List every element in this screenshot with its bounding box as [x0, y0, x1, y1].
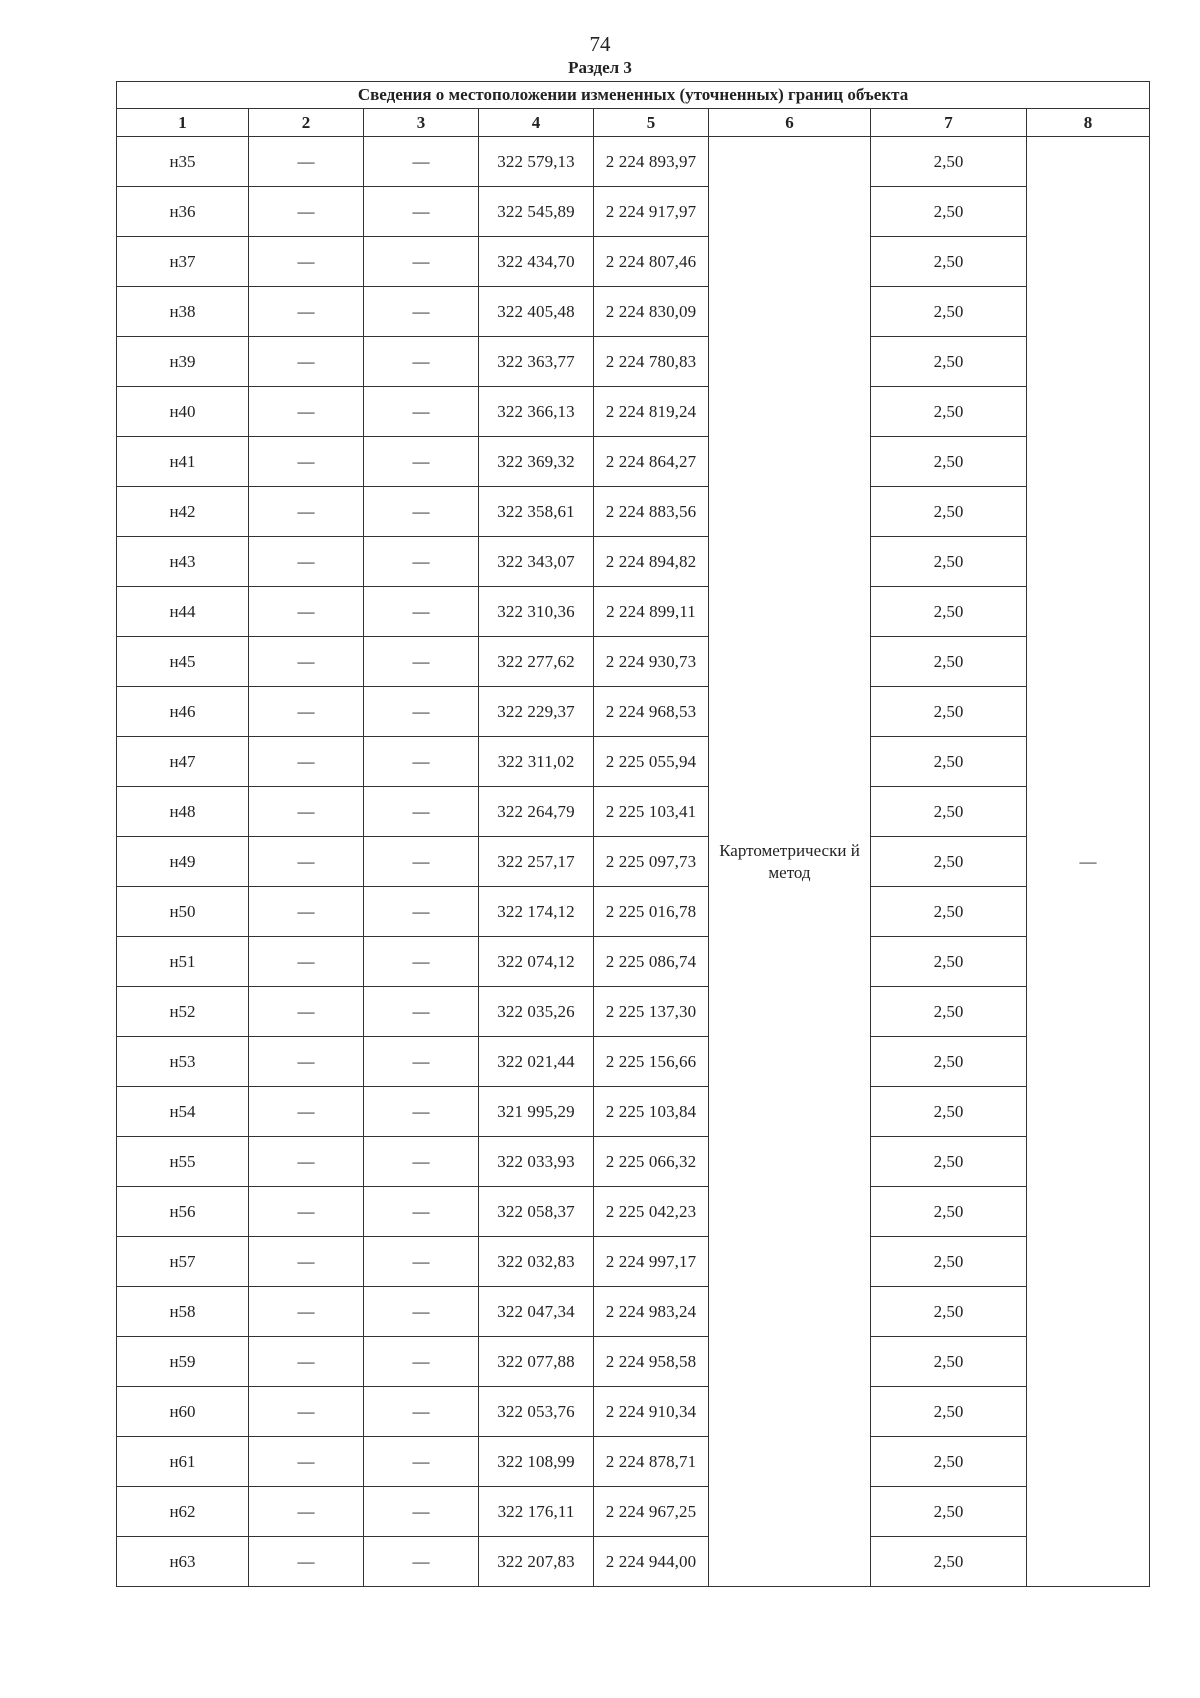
y-coordinate-cell: 2 224 944,00: [594, 1537, 709, 1587]
column-3-cell: —: [364, 137, 479, 187]
point-number-cell: н50: [117, 887, 249, 937]
column-2-cell: —: [249, 387, 364, 437]
table-row: [117, 837, 1150, 887]
x-coordinate-cell: 322 074,12: [479, 937, 594, 987]
column-2-cell: —: [249, 787, 364, 837]
point-number-cell: н42: [117, 487, 249, 537]
point-number-cell: н62: [117, 1487, 249, 1537]
column-3-cell: —: [364, 787, 479, 837]
point-number-cell: н60: [117, 1387, 249, 1437]
point-number-cell: н61: [117, 1437, 249, 1487]
column-2-cell: —: [249, 1087, 364, 1137]
x-coordinate-cell: 322 366,13: [479, 387, 594, 437]
point-number-cell: н47: [117, 737, 249, 787]
table-row: [117, 1137, 1150, 1187]
page-number: 74: [589, 32, 611, 56]
column-3-cell: —: [364, 1437, 479, 1487]
point-number-cell: н39: [117, 337, 249, 387]
y-coordinate-cell: 2 225 103,84: [594, 1087, 709, 1137]
y-coordinate-cell: 2 225 103,41: [594, 787, 709, 837]
x-coordinate-cell: 322 058,37: [479, 1187, 594, 1237]
table-row: [117, 237, 1150, 287]
table-row: [117, 387, 1150, 437]
point-number-cell: н44: [117, 587, 249, 637]
x-coordinate-cell: 322 358,61: [479, 487, 594, 537]
x-coordinate-cell: 322 047,34: [479, 1287, 594, 1337]
column-2-cell: —: [249, 537, 364, 587]
accuracy-cell: 2,50: [871, 137, 1027, 187]
column-header-2: 2: [249, 109, 364, 137]
accuracy-cell: 2,50: [871, 437, 1027, 487]
y-coordinate-cell: 2 224 917,97: [594, 187, 709, 237]
x-coordinate-cell: 322 264,79: [479, 787, 594, 837]
y-coordinate-cell: 2 225 097,73: [594, 837, 709, 887]
table-row: [117, 637, 1150, 687]
accuracy-cell: 2,50: [871, 1337, 1027, 1387]
table-row: [117, 1537, 1150, 1587]
x-coordinate-cell: 322 311,02: [479, 737, 594, 787]
x-coordinate-cell: 322 434,70: [479, 237, 594, 287]
y-coordinate-cell: 2 225 137,30: [594, 987, 709, 1037]
y-coordinate-cell: 2 224 883,56: [594, 487, 709, 537]
column-2-cell: —: [249, 487, 364, 537]
y-coordinate-cell: 2 225 156,66: [594, 1037, 709, 1087]
accuracy-cell: 2,50: [871, 637, 1027, 687]
y-coordinate-cell: 2 224 968,53: [594, 687, 709, 737]
x-coordinate-cell: 322 021,44: [479, 1037, 594, 1087]
y-coordinate-cell: 2 224 899,11: [594, 587, 709, 637]
column-3-cell: —: [364, 1037, 479, 1087]
column-3-cell: —: [364, 487, 479, 537]
x-coordinate-cell: 322 405,48: [479, 287, 594, 337]
y-coordinate-cell: 2 224 997,17: [594, 1237, 709, 1287]
accuracy-cell: 2,50: [871, 787, 1027, 837]
method-cell: Картометрически й метод: [709, 137, 871, 1587]
column-3-cell: —: [364, 537, 479, 587]
column-2-cell: —: [249, 1037, 364, 1087]
y-coordinate-cell: 2 224 983,24: [594, 1287, 709, 1337]
point-number-cell: н53: [117, 1037, 249, 1087]
y-coordinate-cell: 2 224 830,09: [594, 287, 709, 337]
y-coordinate-cell: 2 225 086,74: [594, 937, 709, 987]
x-coordinate-cell: 322 053,76: [479, 1387, 594, 1437]
accuracy-cell: 2,50: [871, 1087, 1027, 1137]
point-number-cell: н48: [117, 787, 249, 837]
point-number-cell: н57: [117, 1237, 249, 1287]
point-number-cell: н54: [117, 1087, 249, 1137]
column-header-row: [117, 109, 1150, 137]
x-coordinate-cell: 322 176,11: [479, 1487, 594, 1537]
y-coordinate-cell: 2 225 055,94: [594, 737, 709, 787]
y-coordinate-cell: 2 224 967,25: [594, 1487, 709, 1537]
table-row: [117, 1237, 1150, 1287]
x-coordinate-cell: 322 033,93: [479, 1137, 594, 1187]
x-coordinate-cell: 322 257,17: [479, 837, 594, 887]
column-2-cell: —: [249, 1487, 364, 1537]
column-3-cell: —: [364, 1537, 479, 1587]
accuracy-cell: 2,50: [871, 287, 1027, 337]
point-number-cell: н36: [117, 187, 249, 237]
column-3-cell: —: [364, 737, 479, 787]
column-3-cell: —: [364, 387, 479, 437]
column-2-cell: —: [249, 1137, 364, 1187]
column-header-3: 3: [364, 109, 479, 137]
table-row: [117, 1487, 1150, 1537]
y-coordinate-cell: 2 224 819,24: [594, 387, 709, 437]
y-coordinate-cell: 2 224 930,73: [594, 637, 709, 687]
accuracy-cell: 2,50: [871, 837, 1027, 887]
boundary-coordinates-table: [116, 81, 1150, 1587]
column-2-cell: —: [249, 187, 364, 237]
x-coordinate-cell: 321 995,29: [479, 1087, 594, 1137]
point-number-cell: н49: [117, 837, 249, 887]
column-2-cell: —: [249, 287, 364, 337]
x-coordinate-cell: 322 174,12: [479, 887, 594, 937]
column-3-cell: —: [364, 1087, 479, 1137]
x-coordinate-cell: 322 363,77: [479, 337, 594, 387]
point-number-cell: н55: [117, 1137, 249, 1187]
column-header-7: 7: [871, 109, 1027, 137]
column-3-cell: —: [364, 1237, 479, 1287]
column-3-cell: —: [364, 937, 479, 987]
point-number-cell: н46: [117, 687, 249, 737]
column-2-cell: —: [249, 1187, 364, 1237]
accuracy-cell: 2,50: [871, 937, 1027, 987]
table-row: [117, 1337, 1150, 1387]
x-coordinate-cell: 322 207,83: [479, 1537, 594, 1587]
accuracy-cell: 2,50: [871, 1287, 1027, 1337]
point-number-cell: н52: [117, 987, 249, 1037]
column-3-cell: —: [364, 437, 479, 487]
x-coordinate-cell: 322 545,89: [479, 187, 594, 237]
accuracy-cell: 2,50: [871, 337, 1027, 387]
accuracy-cell: 2,50: [871, 1437, 1027, 1487]
column-3-cell: —: [364, 687, 479, 737]
x-coordinate-cell: 322 579,13: [479, 137, 594, 187]
point-number-cell: н38: [117, 287, 249, 337]
column-3-cell: —: [364, 987, 479, 1037]
accuracy-cell: 2,50: [871, 237, 1027, 287]
column-8-cell: —: [1027, 137, 1150, 1587]
column-3-cell: —: [364, 837, 479, 887]
accuracy-cell: 2,50: [871, 887, 1027, 937]
x-coordinate-cell: 322 077,88: [479, 1337, 594, 1387]
point-number-cell: н56: [117, 1187, 249, 1237]
x-coordinate-cell: 322 035,26: [479, 987, 594, 1037]
table-body: [117, 82, 1150, 1587]
column-2-cell: —: [249, 637, 364, 687]
table-row: [117, 137, 1150, 187]
accuracy-cell: 2,50: [871, 587, 1027, 637]
point-number-cell: н37: [117, 237, 249, 287]
column-3-cell: —: [364, 1387, 479, 1437]
y-coordinate-cell: 2 224 878,71: [594, 1437, 709, 1487]
column-3-cell: —: [364, 887, 479, 937]
table-row: [117, 587, 1150, 637]
column-2-cell: —: [249, 237, 364, 287]
table-row: [117, 787, 1150, 837]
column-2-cell: —: [249, 1337, 364, 1387]
column-2-cell: —: [249, 587, 364, 637]
point-number-cell: н58: [117, 1287, 249, 1337]
y-coordinate-cell: 2 224 780,83: [594, 337, 709, 387]
column-header-1: 1: [117, 109, 249, 137]
accuracy-cell: 2,50: [871, 1237, 1027, 1287]
table-row: [117, 1287, 1150, 1337]
table-row: [117, 1037, 1150, 1087]
column-2-cell: —: [249, 737, 364, 787]
table-row: [117, 737, 1150, 787]
column-2-cell: —: [249, 337, 364, 387]
column-3-cell: —: [364, 237, 479, 287]
accuracy-cell: 2,50: [871, 387, 1027, 437]
column-3-cell: —: [364, 1337, 479, 1387]
column-3-cell: —: [364, 337, 479, 387]
table-caption-row: [117, 82, 1150, 109]
column-2-cell: —: [249, 937, 364, 987]
y-coordinate-cell: 2 225 042,23: [594, 1187, 709, 1237]
table-row: [117, 1187, 1150, 1237]
y-coordinate-cell: 2 224 893,97: [594, 137, 709, 187]
accuracy-cell: 2,50: [871, 1137, 1027, 1187]
y-coordinate-cell: 2 224 894,82: [594, 537, 709, 587]
accuracy-cell: 2,50: [871, 737, 1027, 787]
y-coordinate-cell: 2 224 910,34: [594, 1387, 709, 1437]
x-coordinate-cell: 322 108,99: [479, 1437, 594, 1487]
column-2-cell: —: [249, 137, 364, 187]
column-header-4: 4: [479, 109, 594, 137]
accuracy-cell: 2,50: [871, 1187, 1027, 1237]
table-caption: Сведения о местоположении измененных (уточненных) границ объекта: [117, 82, 1150, 109]
point-number-cell: н63: [117, 1537, 249, 1587]
accuracy-cell: 2,50: [871, 1387, 1027, 1437]
table-row: [117, 187, 1150, 237]
table-row: [117, 1387, 1150, 1437]
column-3-cell: —: [364, 287, 479, 337]
point-number-cell: н43: [117, 537, 249, 587]
column-2-cell: —: [249, 887, 364, 937]
y-coordinate-cell: 2 224 864,27: [594, 437, 709, 487]
y-coordinate-cell: 2 224 958,58: [594, 1337, 709, 1387]
x-coordinate-cell: 322 229,37: [479, 687, 594, 737]
table-row: [117, 937, 1150, 987]
table-row: [117, 337, 1150, 387]
accuracy-cell: 2,50: [871, 487, 1027, 537]
column-2-cell: —: [249, 1237, 364, 1287]
column-2-cell: —: [249, 837, 364, 887]
point-number-cell: н41: [117, 437, 249, 487]
y-coordinate-cell: 2 225 066,32: [594, 1137, 709, 1187]
point-number-cell: н35: [117, 137, 249, 187]
column-3-cell: —: [364, 1287, 479, 1337]
column-header-6: 6: [709, 109, 871, 137]
table-row: [117, 987, 1150, 1037]
section-title: Раздел 3: [568, 58, 632, 77]
column-3-cell: —: [364, 587, 479, 637]
column-2-cell: —: [249, 437, 364, 487]
x-coordinate-cell: 322 369,32: [479, 437, 594, 487]
column-3-cell: —: [364, 1137, 479, 1187]
x-coordinate-cell: 322 277,62: [479, 637, 594, 687]
column-3-cell: —: [364, 187, 479, 237]
table-row: [117, 687, 1150, 737]
column-header-8: 8: [1027, 109, 1150, 137]
x-coordinate-cell: 322 310,36: [479, 587, 594, 637]
accuracy-cell: 2,50: [871, 187, 1027, 237]
table-row: [117, 487, 1150, 537]
accuracy-cell: 2,50: [871, 1537, 1027, 1587]
column-2-cell: —: [249, 987, 364, 1037]
point-number-cell: н45: [117, 637, 249, 687]
y-coordinate-cell: 2 225 016,78: [594, 887, 709, 937]
column-2-cell: —: [249, 687, 364, 737]
accuracy-cell: 2,50: [871, 687, 1027, 737]
x-coordinate-cell: 322 032,83: [479, 1237, 594, 1287]
x-coordinate-cell: 322 343,07: [479, 537, 594, 587]
table-row: [117, 437, 1150, 487]
column-3-cell: —: [364, 637, 479, 687]
point-number-cell: н40: [117, 387, 249, 437]
table-row: [117, 287, 1150, 337]
column-2-cell: —: [249, 1387, 364, 1437]
accuracy-cell: 2,50: [871, 1037, 1027, 1087]
table-row: [117, 887, 1150, 937]
column-2-cell: —: [249, 1287, 364, 1337]
accuracy-cell: 2,50: [871, 1487, 1027, 1537]
table-row: [117, 1437, 1150, 1487]
column-header-5: 5: [594, 109, 709, 137]
accuracy-cell: 2,50: [871, 987, 1027, 1037]
point-number-cell: н51: [117, 937, 249, 987]
table-row: [117, 537, 1150, 587]
column-3-cell: —: [364, 1487, 479, 1537]
column-2-cell: —: [249, 1537, 364, 1587]
table-row: [117, 1087, 1150, 1137]
point-number-cell: н59: [117, 1337, 249, 1387]
column-3-cell: —: [364, 1187, 479, 1237]
column-2-cell: —: [249, 1437, 364, 1487]
y-coordinate-cell: 2 224 807,46: [594, 237, 709, 287]
accuracy-cell: 2,50: [871, 537, 1027, 587]
